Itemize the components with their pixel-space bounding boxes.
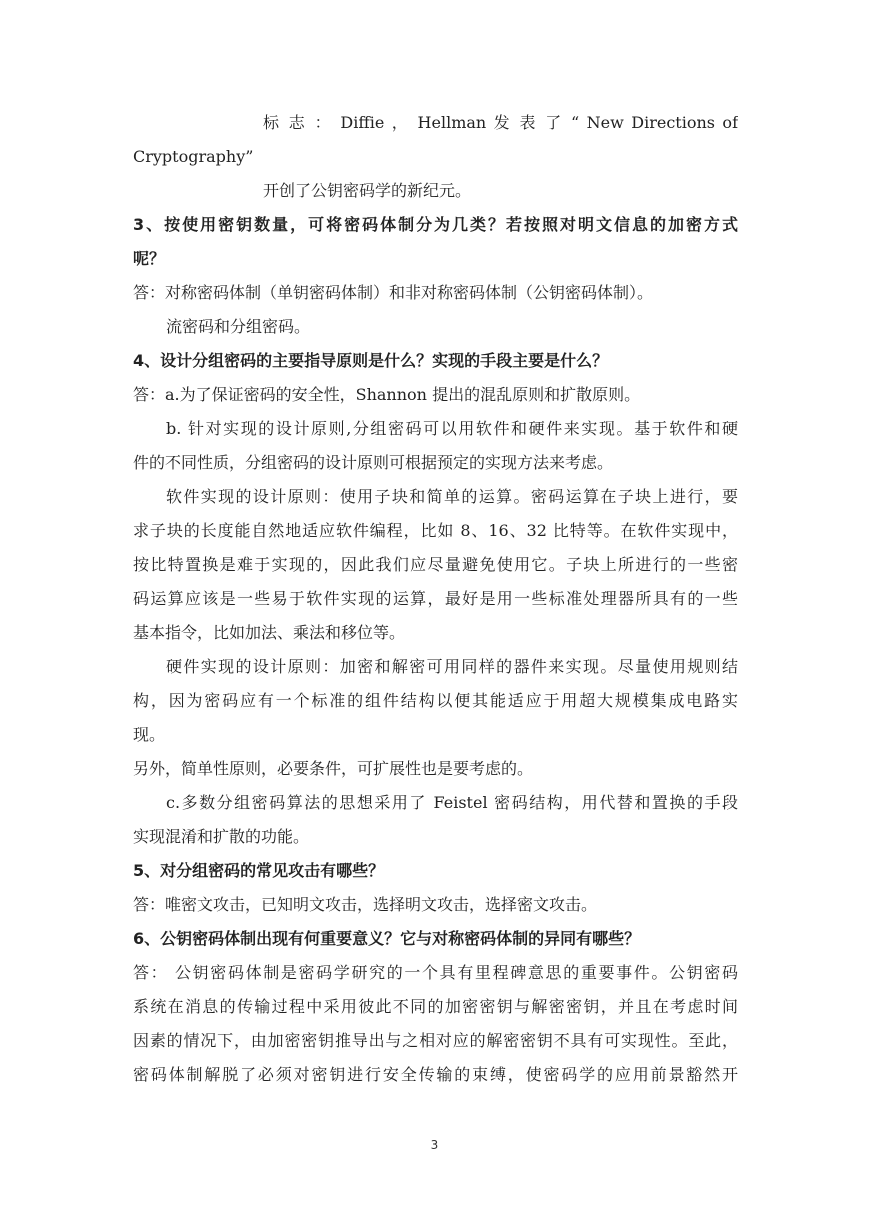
text-line: 另外，简单性原则，必要条件，可扩展性也是要考虑的。 xyxy=(133,759,534,778)
question-heading: 呢？ xyxy=(133,249,166,268)
text-line: b. 针对实现的设计原则,分组密码可以用软件和硬件来实现。基于软件和硬 xyxy=(166,419,738,438)
text-line: 密码体制解脱了必须对密钥进行安全传输的束缚，使密码学的应用前景豁然开 xyxy=(133,1065,738,1084)
question-heading: 3、按使用密钥数量，可将密码体制分为几类？若按照对明文信息的加密方式 xyxy=(133,215,738,234)
text-line: 按比特置换是难于实现的，因此我们应尽量避免使用它。子块上所进行的一些密 xyxy=(133,555,738,574)
answer-line: 答：对称密码体制（单钥密码体制）和非对称密码体制（公钥密码体制）。 xyxy=(133,283,654,302)
text-line: 构，因为密码应有一个标准的组件结构以便其能适应于用超大规模集成电路实 xyxy=(133,691,738,710)
text-line: 流密码和分组密码。 xyxy=(166,317,311,336)
text-line: 因素的情况下，由加密密钥推导出与之相对应的解密密钥不具有可实现性。至此， xyxy=(133,1031,738,1050)
page-number: 3 xyxy=(430,1138,439,1152)
question-heading: 5、对分组密码的常见攻击有哪些？ xyxy=(133,861,385,880)
answer-line: 答：a.为了保证密码的安全性，Shannon 提出的混乱原则和扩散原则。 xyxy=(133,385,641,404)
answer-line: 答：唯密文攻击，已知明文攻击，选择明文攻击，选择密文攻击。 xyxy=(133,895,598,914)
text-line: 系统在消息的传输过程中采用彼此不同的加密密钥与解密密钥，并且在考虑时间 xyxy=(133,997,738,1016)
text-line: 软件实现的设计原则：使用子块和简单的运算。密码运算在子块上进行，要 xyxy=(166,487,738,506)
text-line: 标 志 ： Diffie ， Hellman 发 表 了 “ New Directions of xyxy=(263,113,738,132)
text-line: 基本指令，比如加法、乘法和移位等。 xyxy=(133,623,406,642)
answer-line: 答： 公钥密码体制是密码学研究的一个具有里程碑意思的重要事件。公钥密码 xyxy=(133,963,738,982)
question-heading: 6、公钥密码体制出现有何重要意义？它与对称密码体制的异同有哪些？ xyxy=(133,929,641,948)
text-line: 现。 xyxy=(133,725,166,744)
question-heading: 4、设计分组密码的主要指导原则是什么？实现的手段主要是什么？ xyxy=(133,351,609,370)
text-line: 硬件实现的设计原则：加密和解密可用同样的器件来实现。尽量使用规则结 xyxy=(166,657,738,676)
text-line: 件的不同性质，分组密码的设计原则可根据预定的实现方法来考虑。 xyxy=(133,453,614,472)
text-line: 求子块的长度能自然地适应软件编程，比如 8、16、32 比特等。在软件实现中， xyxy=(133,521,738,540)
text-line: c.多数分组密码算法的思想采用了 Feistel 密码结构，用代替和置换的手段 xyxy=(166,793,738,812)
text-line: 码运算应该是一些易于软件实现的运算，最好是用一些标准处理器所具有的一些 xyxy=(133,589,738,608)
text-line: 开创了公钥密码学的新纪元。 xyxy=(263,181,472,200)
text-line: 实现混淆和扩散的功能。 xyxy=(133,827,310,846)
text-line: Cryptography” xyxy=(133,147,254,166)
